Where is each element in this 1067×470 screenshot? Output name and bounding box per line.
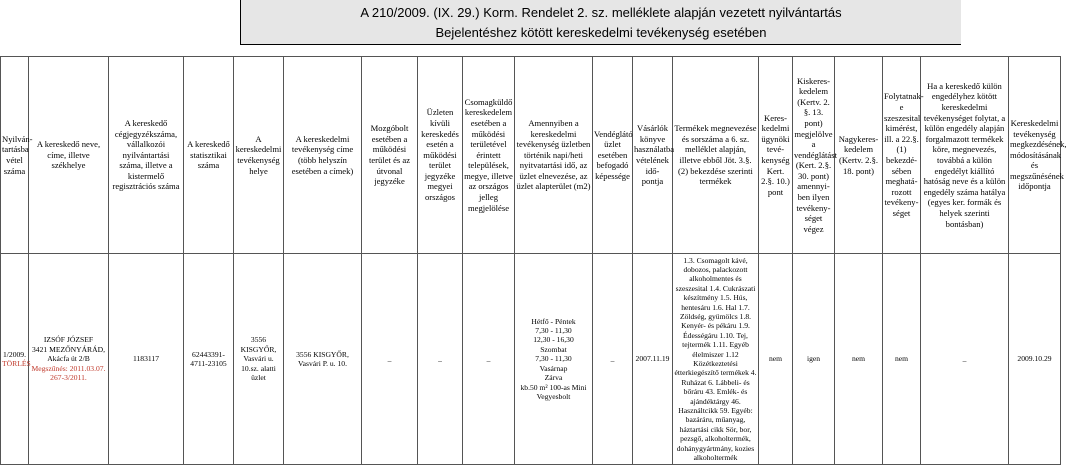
reg-status: TÖRLÉS bbox=[2, 359, 31, 368]
header-cell: Üzleten kívüli kereskedés esetén a működési terület jegyzéke megyei országos bbox=[418, 57, 463, 254]
outside-cell: _ bbox=[418, 254, 463, 465]
header-cell: Termékek megnevezése és sorszáma a 6. sz. melléklet alapján, illetve ebből Jöt. 3.§. (2) bekezdése szerinti termékek bbox=[673, 57, 759, 254]
hours-line: 7,30 - 11,30 bbox=[535, 354, 572, 364]
agent-cell: nem bbox=[759, 254, 793, 465]
header-cell: Kereskedelmi tevékenység megkezdésének, módosításának és megszűnésének időpontja bbox=[1009, 57, 1061, 254]
header-cell: A kereskedő cégjegyzékszáma, vállalkozói nyilvántartási száma, illetve a kistermelő regisztrációs száma bbox=[109, 57, 184, 254]
mail-order-cell: _ bbox=[463, 254, 515, 465]
trader-name: IZSÓF JÓZSEF bbox=[43, 335, 94, 345]
hours-line: 7,30 - 11,30 bbox=[535, 326, 572, 336]
mobile-cell: _ bbox=[362, 254, 418, 465]
header-cell: A kereskedő neve, címe, illetve székhelye bbox=[29, 57, 109, 254]
retail-cell: igen bbox=[793, 254, 835, 465]
header-cell: Vendéglátó üzlet esetében befogadó képessége bbox=[593, 57, 633, 254]
header-cell: Csomagküldő kereskedelem esetében a működési területével érintett települések, megye, illetve az országos jelleg megjelölése bbox=[463, 57, 515, 254]
reg-number: 1/2009. bbox=[3, 349, 26, 359]
header-cell: A kereskedelmi tevékenység helye bbox=[234, 57, 284, 254]
hours-line: 12,30 - 16,30 bbox=[533, 335, 574, 345]
header-cell: A kereskedő statisztikai száma bbox=[184, 57, 234, 254]
table-row bbox=[1, 254, 1061, 465]
header-cell: Folytatnak-e szeszesital kimérést, ill. a 22.§. (1) bekezdé-sében meghatá-rozott tevékeny-séget bbox=[883, 57, 921, 254]
header-cell: Keres-kedelmi ügynöki tevé-kenység Kert. 2.§. 10.) pont bbox=[759, 57, 793, 254]
header-cell: Nyilván-tartásba vétel száma bbox=[1, 57, 29, 254]
document-subtitle: Bejelentéshez kötött kereskedelmi tevékenység esetében bbox=[435, 25, 767, 40]
permit-cell: _ bbox=[921, 254, 1009, 465]
alcohol-cell: nem bbox=[883, 254, 921, 465]
capacity-cell: _ bbox=[593, 254, 633, 465]
title-box bbox=[240, 0, 961, 45]
registry-table bbox=[0, 56, 1067, 465]
reg-number-cell bbox=[1, 254, 29, 465]
document-title: A 210/2009. (IX. 29.) Korm. Rendelet 2. sz. melléklete alapján vezetett nyilvántartás bbox=[360, 5, 842, 20]
header-cell: Mozgóbolt esetében a működési terület és az útvonal jegyzéke bbox=[362, 57, 418, 254]
header-cell: Nagykeres-kedelem (Kertv. 2.§. 18. pont) bbox=[835, 57, 883, 254]
header-cell: Kiskeres-kedelem (Kertv. 2. §. 13. pont) megjelölve a vendéglátást (Kert. 2.§. 30. pont) amennyi-ben ilyen tevékeny-séget végez bbox=[793, 57, 835, 254]
date-cell: 2009.10.29 bbox=[1009, 254, 1061, 465]
header-cell: Vásárlók könyve használatba vételének idő- pontja bbox=[633, 57, 673, 254]
stat-no-cell: 62443391-4711-23105 bbox=[184, 254, 234, 465]
company-no-cell: 1183117 bbox=[109, 254, 184, 465]
trader-cell bbox=[29, 254, 109, 465]
closure-note: Megszűnés: 2011.03.07. 267-3/2011. bbox=[31, 363, 106, 383]
wholesale-cell: nem bbox=[835, 254, 883, 465]
location-cell: 3556 KISGYŐR, Vasvári u. 10.sz. alatti üzlet bbox=[234, 254, 284, 465]
complaint-book-cell: 2007.11.19 bbox=[633, 254, 673, 465]
address-cell: 3556 KISGYŐR, Vasvári P. u. 10. bbox=[284, 254, 362, 465]
hours-line: Vasárnap bbox=[539, 363, 568, 373]
hours-line: Zárva bbox=[544, 373, 563, 383]
header-row bbox=[1, 57, 1061, 254]
trader-address: 3421 MEZŐNYÁRÁD, Akácfa út 2/B bbox=[32, 344, 105, 364]
hours-line: Hétfő - Péntek bbox=[531, 316, 576, 326]
products-cell: 1.3. Csomagolt kávé, dobozos, palackozott alkoholmentes és szeszesital 1.4. Cukrászati készítmény 1.5. Hús, hentesáru 1.6. Hal 1.7. Zöldség, gyümölcs 1.8. Kenyér- és pékáru 1.9. Édességáru 1.10. Tej, tejtermék 1.11. Egyéb élelmiszer 1.12 Közétkeztetési étterkiegészítő termékek 4. Ruházat 6. Lábbeli- és bőráru 43. Emlék- és ajándéktárgy 46. Használtcikk 59. Egyéb: bazáráru, műanyag, háztartási cikk Sör, bor, pezsgő, alkoholtermék, dohánygyártmány, kozies alkoholtermék bbox=[673, 254, 759, 465]
header-cell: A kereskedelmi tevékenység címe (több helyszín esetében a címek) bbox=[284, 57, 362, 254]
hours-line: Szombat bbox=[540, 344, 567, 354]
shop-area: kb.50 m² 100-as Mini Vegyesbolt bbox=[520, 382, 587, 401]
header-cell: Amennyiben a kereskedelmi tevékenység üzletben történik napi/heti nyitvatartási idő, az üzlet elnevezése, az üzlet alapterület (m2) bbox=[515, 57, 593, 254]
header-cell: Ha a kereskedő külön engedélyhez kötött kereskedelmi tevékenységet folytat, a külön engedély alapján forgalmazott termékek köre, megnevezés, továbbá a külön engedélyt kiállító hatóság neve és a külön engedély száma hatálya (egyes ker. formák és helyek szerinti bontásban) bbox=[921, 57, 1009, 254]
hours-cell bbox=[515, 254, 593, 465]
